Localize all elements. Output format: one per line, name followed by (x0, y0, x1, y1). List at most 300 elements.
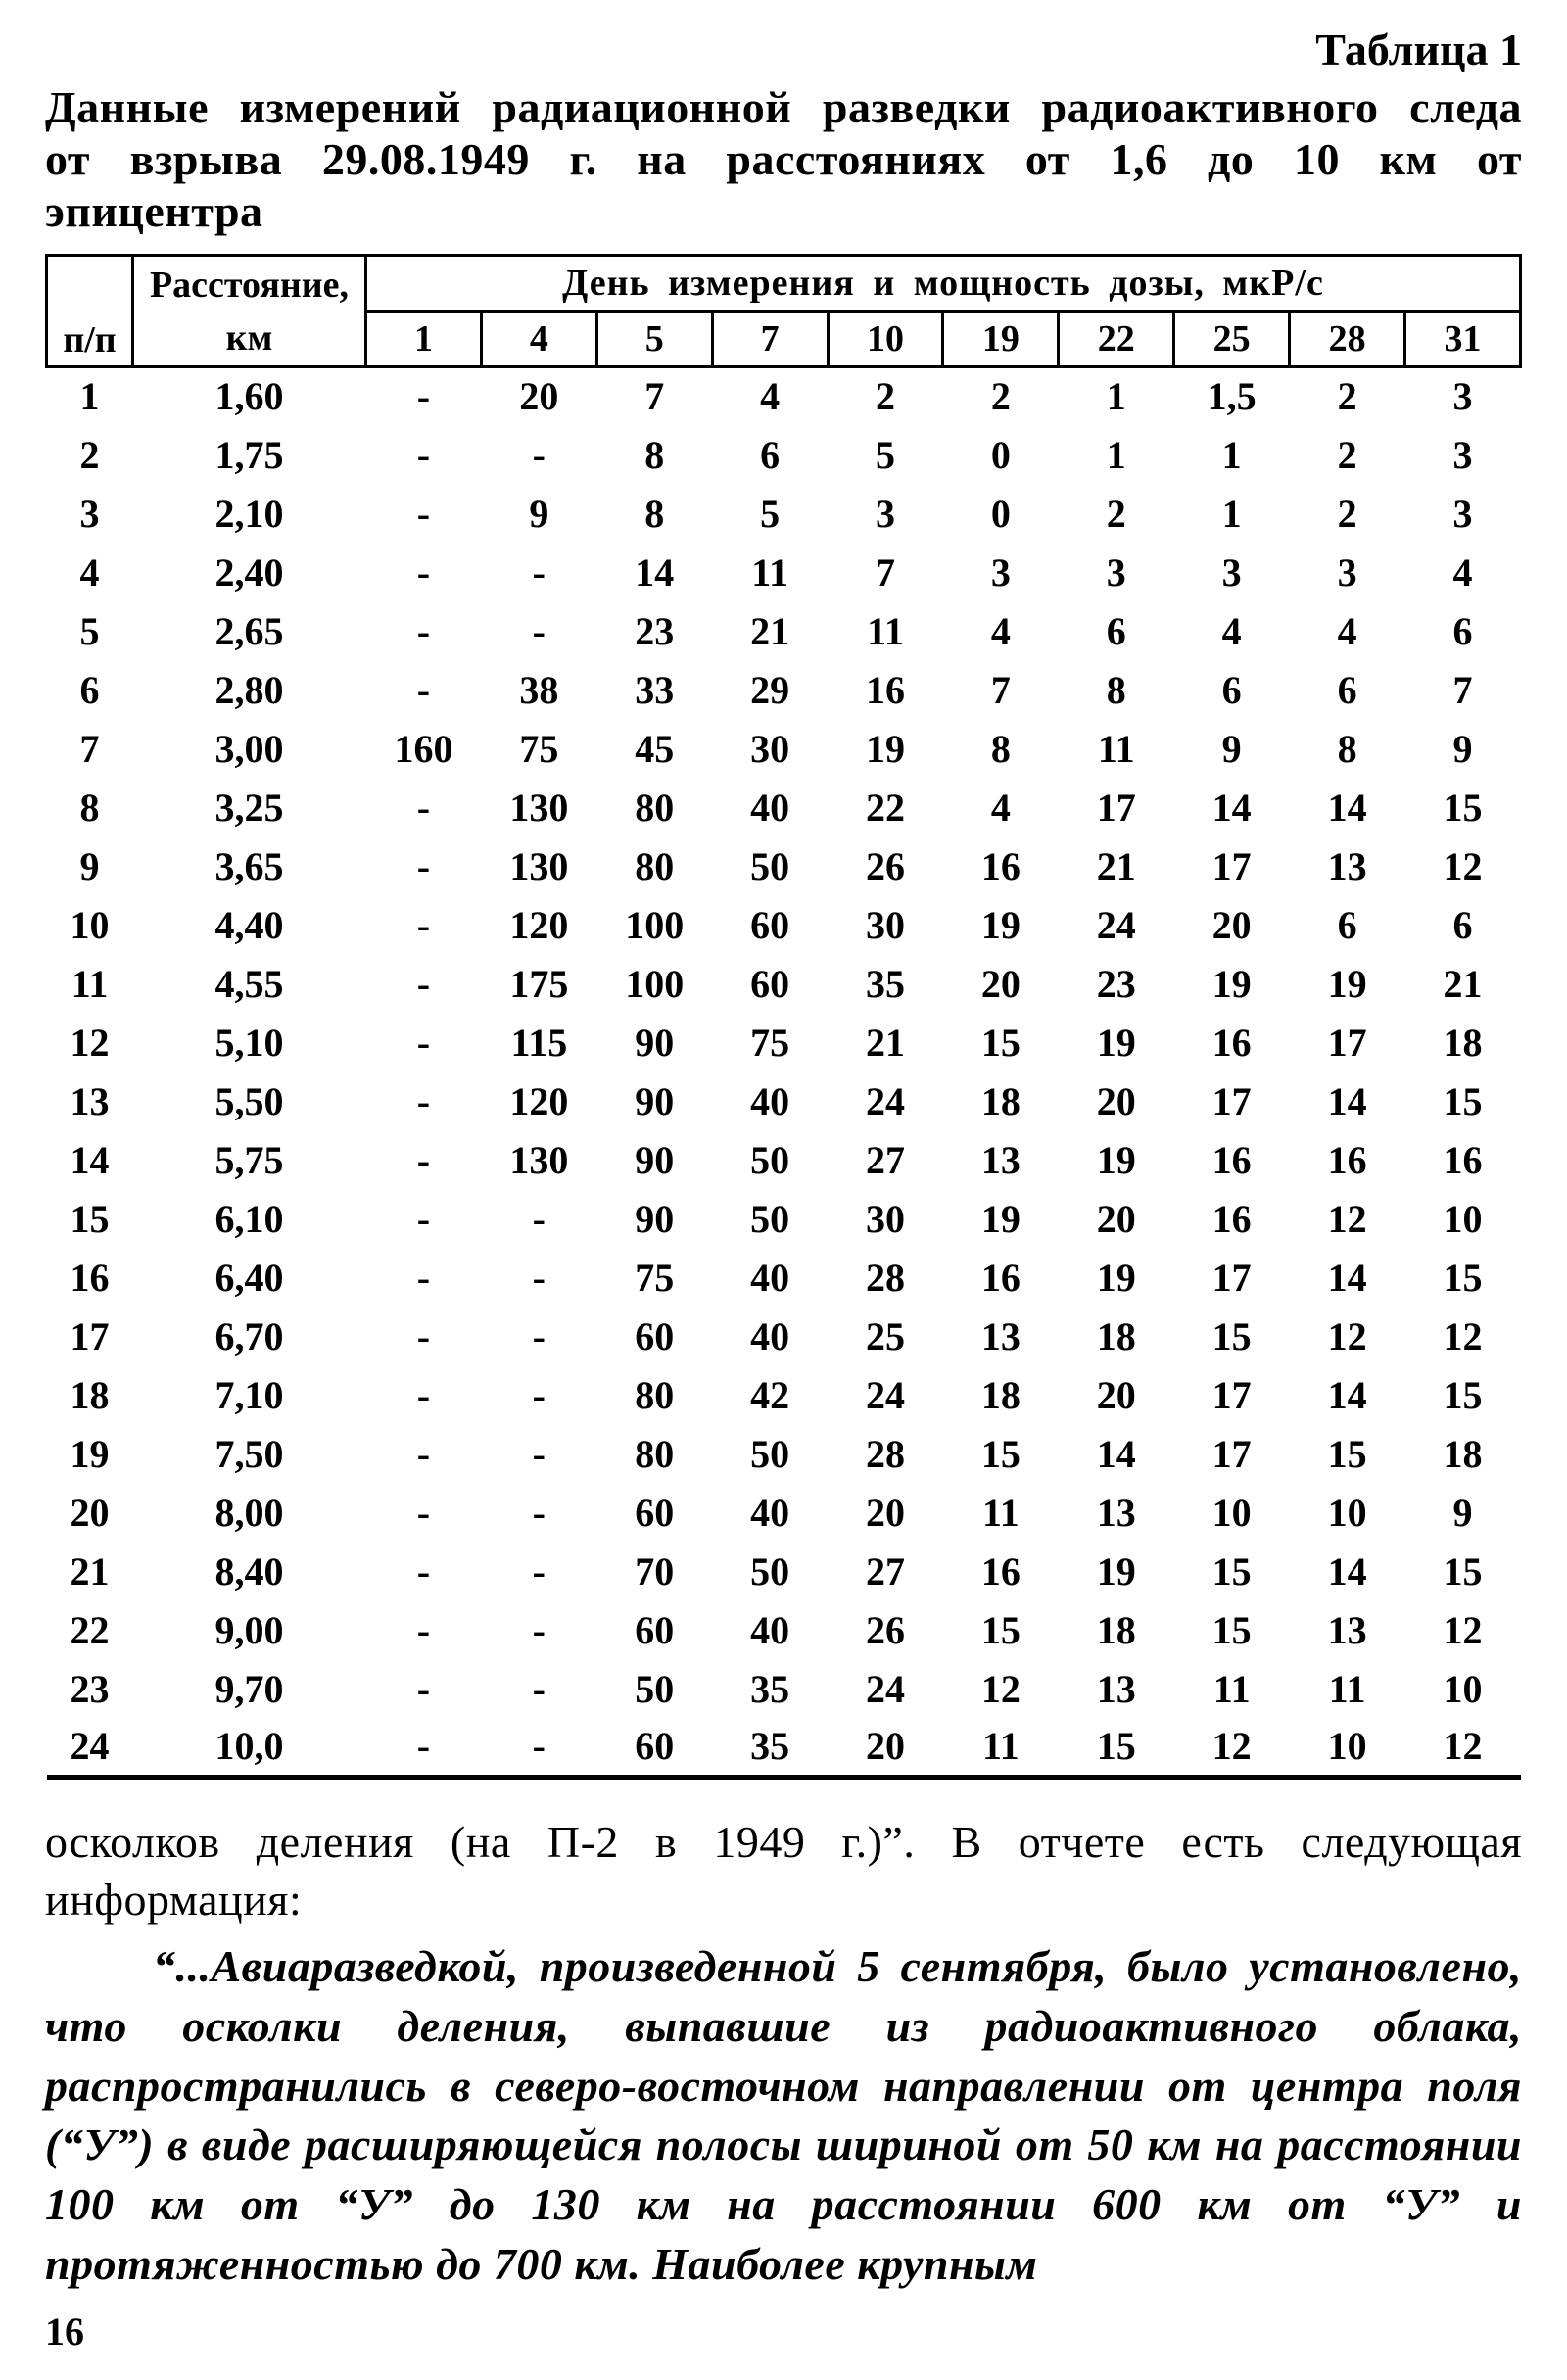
dose-value: 16 (1211, 1137, 1252, 1182)
dose-value: 14 (1327, 1548, 1367, 1594)
dose-value: 50 (750, 1137, 790, 1182)
row-number: 3 (79, 491, 100, 536)
table-row (47, 1718, 1521, 1777)
distance-value: 5,50 (214, 1078, 284, 1123)
dose-value: 20 (980, 961, 1021, 1006)
distance-value: 2,10 (214, 491, 284, 536)
dose-value: 15 (1443, 1255, 1483, 1300)
table-row (47, 1483, 1521, 1542)
dose-value: 12 (1174, 1718, 1290, 1777)
table-row (47, 425, 1521, 484)
dose-value: 10 (1443, 1196, 1483, 1241)
dose-value: - (532, 1490, 546, 1535)
day-header: 31 (1405, 311, 1521, 366)
dose-value: 40 (750, 785, 790, 830)
row-number: 5 (79, 608, 100, 653)
dose-value: 14 (635, 549, 675, 595)
table-row (47, 484, 1521, 543)
dose-value: 21 (1096, 843, 1136, 888)
dose-value: 130 (509, 1137, 569, 1182)
day-header: 7 (712, 311, 828, 366)
dose-value: 15 (1059, 1718, 1174, 1777)
dose-value: 3 (1452, 374, 1473, 419)
dose-value: 19 (1096, 1255, 1136, 1300)
row-number: 16 (70, 1255, 110, 1300)
day-header: 1 (366, 311, 482, 366)
dose-value: 24 (866, 1078, 905, 1123)
dose-value: - (416, 961, 431, 1006)
row-number: 14 (70, 1137, 110, 1182)
dose-value: 13 (980, 1313, 1021, 1358)
dose-value: 40 (750, 1313, 790, 1358)
dose-value: 14 (1096, 1431, 1136, 1476)
day-header: 19 (943, 311, 1059, 366)
dose-value: 11 (751, 549, 789, 595)
header-row-top (47, 255, 1521, 311)
dose-value: 11 (1212, 1666, 1251, 1711)
distance-value: 4,40 (214, 902, 284, 947)
table-row (47, 895, 1521, 954)
dose-value: 30 (866, 1196, 905, 1241)
dose-value: 18 (1096, 1313, 1136, 1358)
table-row (47, 660, 1521, 719)
dose-value: 50 (750, 1431, 790, 1476)
column-header-distance (133, 255, 366, 366)
dose-value: 3 (1452, 491, 1473, 536)
dose-value: 16 (1327, 1137, 1367, 1182)
day-header: 28 (1290, 311, 1405, 366)
dose-value: - (416, 374, 431, 419)
dose-value: 120 (509, 1078, 569, 1123)
dose-value: - (416, 843, 431, 888)
dose-value: 3 (1337, 549, 1357, 595)
row-number: 10 (70, 902, 110, 947)
distance-header-line1: Расстояние, (149, 263, 350, 306)
table-row (47, 543, 1521, 601)
dose-value: 50 (635, 1666, 675, 1711)
distance-value: 8,00 (214, 1490, 284, 1535)
dose-value: 19 (980, 902, 1021, 947)
row-number: 15 (70, 1196, 110, 1241)
dose-value: 17 (1211, 1372, 1252, 1417)
dose-value: 8 (990, 726, 1011, 771)
dose-value: 6 (1452, 608, 1473, 653)
dose-value: 13 (1327, 1607, 1367, 1652)
dose-value: 28 (866, 1431, 905, 1476)
dose-value: 13 (980, 1137, 1021, 1182)
row-number: 1 (79, 374, 100, 419)
dose-value: 5 (760, 491, 781, 536)
dose-value: 19 (1211, 961, 1252, 1006)
dose-value: - (366, 1718, 482, 1777)
dose-value: - (416, 1607, 431, 1652)
dose-value: 90 (635, 1078, 675, 1123)
table-row (47, 836, 1521, 895)
dose-value: 20 (1096, 1372, 1136, 1417)
dose-value: 115 (510, 1020, 568, 1065)
dose-value: 3 (1106, 549, 1126, 595)
dose-value: - (532, 1196, 546, 1241)
dose-value: 13 (1096, 1666, 1136, 1711)
distance-value: 5,10 (214, 1020, 284, 1065)
row-number: 17 (70, 1313, 110, 1358)
dose-value: 20 (1096, 1196, 1136, 1241)
dose-value: 80 (635, 1372, 675, 1417)
dose-value: 70 (635, 1548, 675, 1594)
dose-value: 8 (644, 432, 665, 477)
dose-value: 40 (750, 1255, 790, 1300)
dose-value: 29 (750, 667, 790, 712)
dose-value: 13 (1096, 1490, 1136, 1535)
dose-value: - (416, 549, 431, 595)
dose-value: 60 (635, 1313, 675, 1358)
dose-value: - (532, 1548, 546, 1594)
distance-value: 3,65 (214, 843, 284, 888)
dose-value: 15 (1211, 1548, 1252, 1594)
dose-value: 4 (1337, 608, 1357, 653)
column-header-npp: п/п (47, 255, 133, 366)
dose-value: - (532, 1255, 546, 1300)
dose-value: 21 (1443, 961, 1483, 1006)
dose-value: 100 (625, 902, 685, 947)
dose-value: - (416, 432, 431, 477)
dose-value: 90 (635, 1196, 675, 1241)
dose-value: 12 (1443, 843, 1483, 888)
dose-value: 2 (1337, 432, 1357, 477)
distance-value: 4,55 (214, 961, 284, 1006)
dose-value: 20 (1211, 902, 1252, 947)
dose-value: 20 (828, 1718, 943, 1777)
dose-value: 7 (876, 549, 895, 595)
distance-value: 5,75 (214, 1137, 284, 1182)
dose-value: - (416, 1137, 431, 1182)
table-row (47, 1365, 1521, 1424)
dose-value: 15 (1211, 1607, 1252, 1652)
table-header (47, 255, 1521, 366)
dose-value: 15 (980, 1431, 1021, 1476)
dose-value: 11 (1097, 726, 1135, 771)
dose-value: 1 (1106, 374, 1126, 419)
dose-value: 30 (866, 902, 905, 947)
table-row (47, 1424, 1521, 1483)
title-line-1: Данные измерений радиационной разведки радиоактивного следа (45, 81, 1522, 132)
dose-value: 4 (1221, 608, 1242, 653)
dose-value: 19 (1096, 1548, 1136, 1594)
distance-value: 7,50 (214, 1431, 284, 1476)
dose-value: 9 (1221, 726, 1242, 771)
distance-value: 6,10 (214, 1196, 284, 1241)
distance-value: 2,80 (214, 667, 284, 712)
dose-value: 15 (1443, 785, 1483, 830)
page-number: 16 (45, 2309, 84, 2354)
dose-value: 17 (1211, 1078, 1252, 1123)
row-number: 19 (70, 1431, 110, 1476)
dose-value: 22 (866, 785, 905, 830)
dose-value: 16 (980, 1255, 1021, 1300)
dose-value: 15 (1443, 1372, 1483, 1417)
dose-value: 4 (1452, 549, 1473, 595)
dose-value: 90 (635, 1137, 675, 1182)
dose-value: 17 (1211, 1431, 1252, 1476)
dose-value: 15 (1443, 1078, 1483, 1123)
dose-value: - (416, 491, 431, 536)
row-number: 23 (70, 1666, 110, 1711)
dose-value: 12 (1327, 1196, 1367, 1241)
table-title (45, 81, 1522, 238)
dose-value: 60 (596, 1718, 712, 1777)
dose-value: 19 (1096, 1020, 1136, 1065)
table-row (47, 1130, 1521, 1189)
distance-header-line2: км (225, 316, 273, 358)
dose-value: 60 (635, 1490, 675, 1535)
dose-value: 16 (980, 843, 1021, 888)
dose-value: 18 (1443, 1020, 1483, 1065)
dose-value: 40 (750, 1607, 790, 1652)
row-number: 7 (79, 726, 100, 771)
dose-value: 9 (529, 491, 549, 536)
dose-value: - (416, 667, 431, 712)
row-number: 6 (79, 667, 100, 712)
dose-value: 7 (990, 667, 1011, 712)
table-row (47, 366, 1521, 425)
row-number: 4 (79, 549, 100, 595)
dose-value: - (416, 608, 431, 653)
dose-value: 35 (866, 961, 905, 1006)
dose-value: 17 (1096, 785, 1136, 830)
distance-value: 3,00 (214, 726, 284, 771)
dose-value: 160 (394, 726, 453, 771)
dose-value: 25 (866, 1313, 905, 1358)
dose-value: 20 (1096, 1078, 1136, 1123)
dose-value: 60 (750, 961, 790, 1006)
dose-value: - (416, 1666, 431, 1711)
distance-value: 10,0 (133, 1718, 366, 1777)
dose-value: 8 (644, 491, 665, 536)
dose-value: 12 (1405, 1718, 1521, 1777)
dose-value: 4 (760, 374, 781, 419)
dose-value: 42 (750, 1372, 790, 1417)
dose-value: 6 (1337, 902, 1357, 947)
dose-value: 75 (750, 1020, 790, 1065)
table-row (47, 778, 1521, 836)
day-header: 4 (481, 311, 596, 366)
dose-value: 16 (1211, 1196, 1252, 1241)
dose-value: 12 (980, 1666, 1021, 1711)
dose-value: 8 (1106, 667, 1126, 712)
dose-value: 13 (1327, 843, 1367, 888)
dose-value: 50 (750, 1548, 790, 1594)
dose-value: - (532, 549, 546, 595)
table-row (47, 1600, 1521, 1659)
distance-value: 6,40 (214, 1255, 284, 1300)
dose-value: 40 (750, 1078, 790, 1123)
dose-value: - (532, 1607, 546, 1652)
dose-value: 16 (866, 667, 905, 712)
dose-value: 2 (990, 374, 1011, 419)
distance-value: 6,70 (214, 1313, 284, 1358)
dose-value: 15 (980, 1020, 1021, 1065)
dose-value: 7 (1452, 667, 1473, 712)
dose-value: 12 (1443, 1313, 1483, 1358)
dose-value: 120 (509, 902, 569, 947)
dose-value: 23 (635, 608, 675, 653)
dose-value: 0 (990, 491, 1011, 536)
day-header: 5 (596, 311, 712, 366)
dose-value: - (481, 1718, 596, 1777)
dose-value: 15 (980, 1607, 1021, 1652)
dose-value: - (532, 1313, 546, 1358)
distance-value: 1,75 (214, 432, 284, 477)
row-number: 21 (70, 1548, 110, 1594)
dose-value: 2 (1337, 491, 1357, 536)
dose-value: 9 (1452, 726, 1473, 771)
distance-value: 9,00 (214, 1607, 284, 1652)
dose-value: 14 (1327, 1078, 1367, 1123)
table-row (47, 954, 1521, 1013)
table-row (47, 601, 1521, 660)
dose-value: - (416, 1490, 431, 1535)
table-row (47, 1013, 1521, 1071)
dose-value: 24 (1096, 902, 1136, 947)
dose-value: - (416, 1078, 431, 1123)
dose-value: 18 (1443, 1431, 1483, 1476)
table-row (47, 1659, 1521, 1718)
dose-value: 6 (1337, 667, 1357, 712)
dose-value: 14 (1211, 785, 1252, 830)
dose-value: 75 (635, 1255, 675, 1300)
dose-value: - (416, 785, 431, 830)
dose-value: 14 (1327, 785, 1367, 830)
dose-value: 40 (750, 1490, 790, 1535)
dose-value: 18 (980, 1372, 1021, 1417)
distance-value: 7,10 (214, 1372, 284, 1417)
dose-value: 1,5 (1207, 374, 1257, 419)
table-row (47, 1248, 1521, 1307)
distance-value: 3,25 (214, 785, 284, 830)
day-header: 10 (828, 311, 943, 366)
dose-value: 60 (750, 902, 790, 947)
row-number: 18 (70, 1372, 110, 1417)
dose-value: 1 (1221, 432, 1242, 477)
dose-value: 15 (1211, 1313, 1252, 1358)
dose-value: - (416, 1372, 431, 1417)
dose-value: 100 (625, 961, 685, 1006)
day-header: 25 (1174, 311, 1290, 366)
distance-value: 1,60 (214, 374, 284, 419)
dose-value: 50 (750, 1196, 790, 1241)
dose-value: 16 (1443, 1137, 1483, 1182)
dose-value: 30 (750, 726, 790, 771)
dose-value: 26 (866, 1607, 905, 1652)
row-number: 24 (47, 1718, 133, 1777)
dose-value: 16 (1211, 1020, 1252, 1065)
dose-value: 0 (990, 432, 1011, 477)
dose-value: 15 (1443, 1548, 1483, 1594)
dose-value: 20 (519, 374, 559, 419)
dose-value: 1 (1106, 432, 1126, 477)
table-row (47, 1071, 1521, 1130)
dose-value: 130 (509, 785, 569, 830)
dose-value: 19 (980, 1196, 1021, 1241)
dose-value: 80 (635, 1431, 675, 1476)
dose-value: 6 (1452, 902, 1473, 947)
dose-value: 1 (1221, 491, 1242, 536)
dose-value: - (416, 1548, 431, 1594)
dose-value: 3 (990, 549, 1011, 595)
dose-value: 3 (1452, 432, 1473, 477)
dose-value: - (416, 1255, 431, 1300)
dose-value: 19 (1327, 961, 1367, 1006)
dose-value: 10 (1327, 1490, 1367, 1535)
day-header: 22 (1059, 311, 1174, 366)
row-number: 22 (70, 1607, 110, 1652)
quote-paragraph: “...Авиаразведкой, произведенной 5 сентября, было установлено, что осколки деления, выпавшие из радиоактивного облака, распространились в северо-восточном направлении от центра поля (“У”) в виде расширяющейся полосы шириной от 50 км на расстоянии 100 км от “У” до 130 км на расстоянии 600 км от “У” и протяженностью до 700 км. Наиболее крупным (45, 1941, 1522, 2289)
dose-value: 10 (1290, 1718, 1405, 1777)
row-number: 12 (70, 1020, 110, 1065)
title-line-3: эпицентра (45, 186, 263, 237)
dose-value: 6 (760, 432, 781, 477)
dose-value: 19 (866, 726, 905, 771)
dose-value: 17 (1327, 1020, 1367, 1065)
dose-value: 24 (866, 1372, 905, 1417)
dose-value: 35 (750, 1666, 790, 1711)
dose-value: 6 (1221, 667, 1242, 712)
measurements-table (45, 254, 1522, 1780)
dose-value: 28 (866, 1255, 905, 1300)
dose-value: - (532, 1431, 546, 1476)
dose-value: 3 (876, 491, 895, 536)
distance-value: 9,70 (214, 1666, 284, 1711)
table-row (47, 1189, 1521, 1248)
distance-value: 2,40 (214, 549, 284, 595)
paragraph-continuation: осколков деления (на П-2 в 1949 г.)”. В отчете есть следующая информация: (45, 1816, 1522, 1926)
dose-value: 15 (1327, 1431, 1367, 1476)
distance-value: 2,65 (214, 608, 284, 653)
dose-value: 20 (866, 1490, 905, 1535)
column-header-days-span: День измерения и мощность дозы, мкР/с (366, 255, 1521, 311)
dose-value: 17 (1211, 843, 1252, 888)
dose-value: 24 (866, 1666, 905, 1711)
dose-value: 3 (1221, 549, 1242, 595)
dose-value: 175 (509, 961, 569, 1006)
row-number: 9 (79, 843, 100, 888)
dose-value: 60 (635, 1607, 675, 1652)
dose-value: - (532, 1372, 546, 1417)
dose-value: 16 (980, 1548, 1021, 1594)
dose-value: 21 (866, 1020, 905, 1065)
table-body (47, 366, 1521, 1777)
dose-value: - (532, 608, 546, 653)
dose-value: - (416, 1431, 431, 1476)
title-line-2: от взрыва 29.08.1949 г. на расстояниях от 1,6 до 10 км от (45, 133, 1522, 184)
dose-value: 14 (1327, 1255, 1367, 1300)
dose-value: 9 (1452, 1490, 1473, 1535)
dose-value: 4 (990, 785, 1011, 830)
dose-value: 6 (1106, 608, 1126, 653)
dose-value: 14 (1327, 1372, 1367, 1417)
dose-value: 17 (1211, 1255, 1252, 1300)
row-number: 13 (70, 1078, 110, 1123)
dose-value: 90 (635, 1020, 675, 1065)
dose-value: 80 (635, 843, 675, 888)
dose-value: 45 (635, 726, 675, 771)
table-row (47, 1542, 1521, 1600)
dose-value: 130 (509, 843, 569, 888)
dose-value: - (532, 432, 546, 477)
dose-value: 33 (635, 667, 675, 712)
row-number: 20 (70, 1490, 110, 1535)
dose-value: 7 (644, 374, 665, 419)
